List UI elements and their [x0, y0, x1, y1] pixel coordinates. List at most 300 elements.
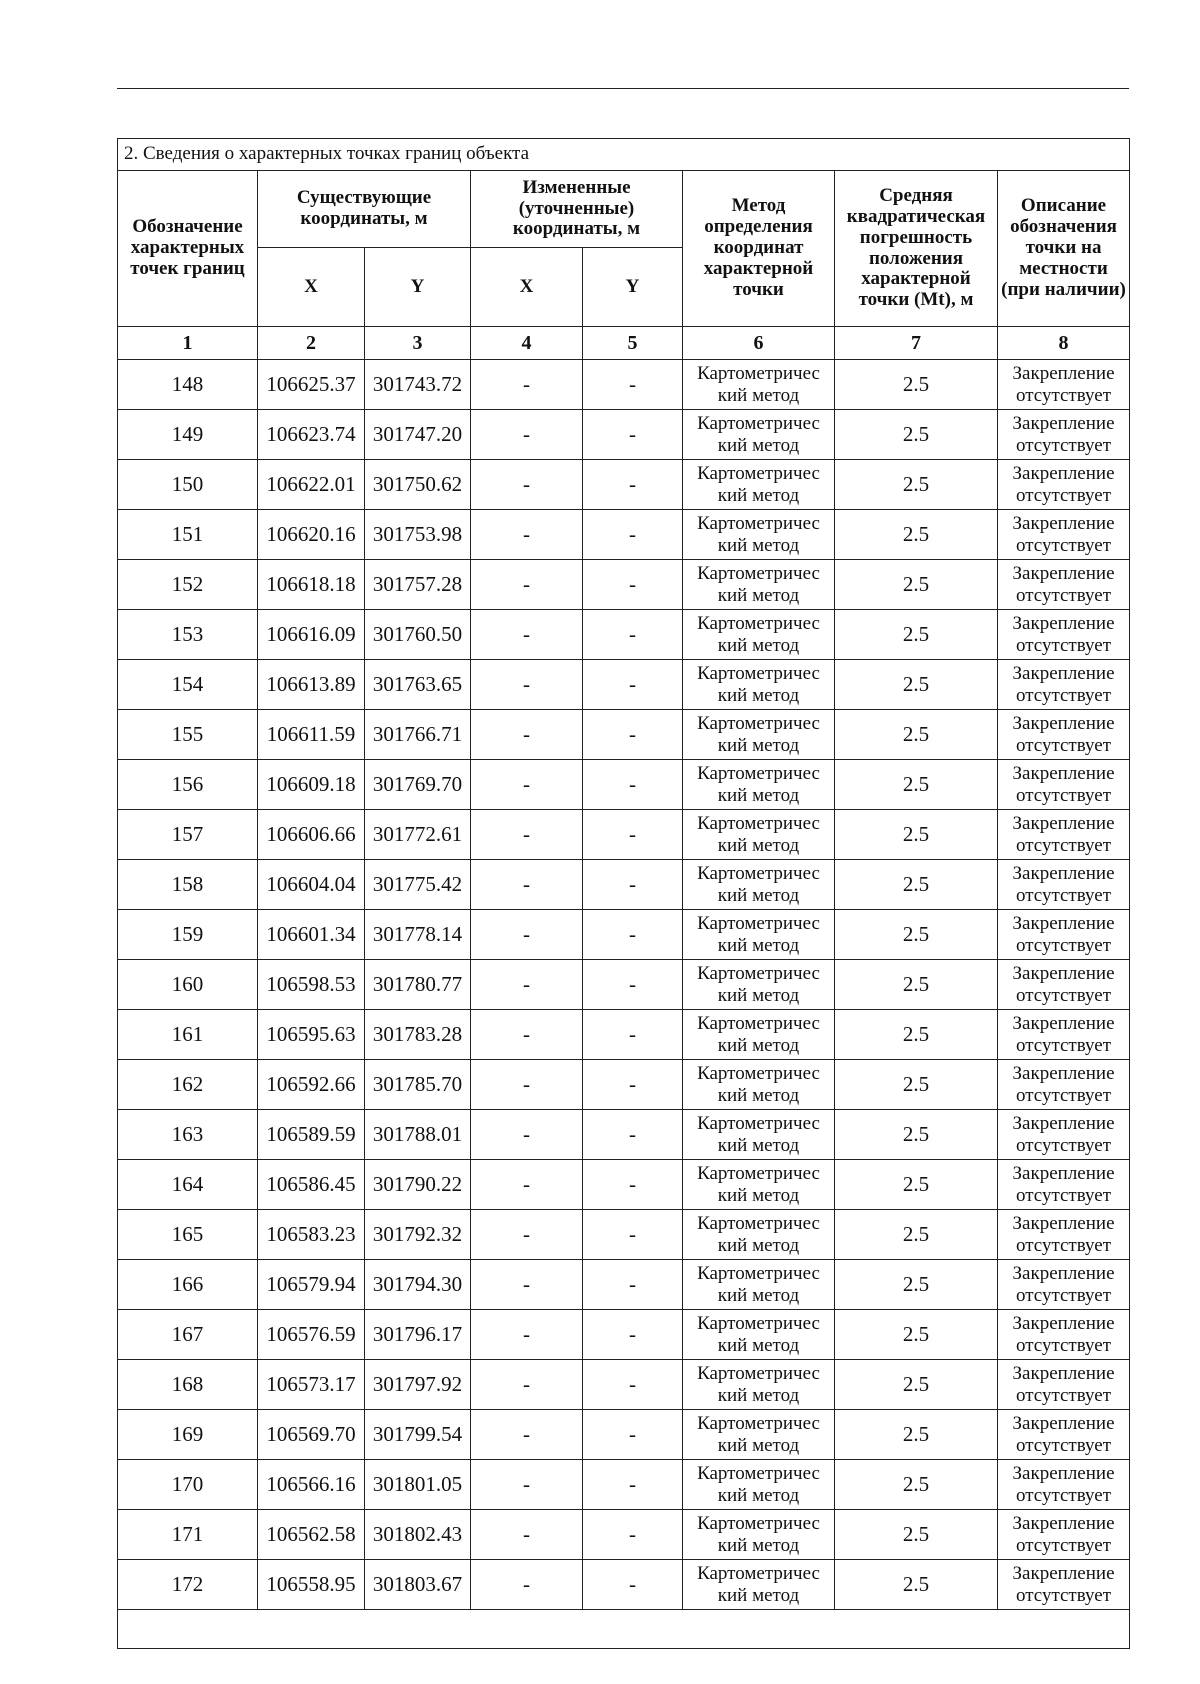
existing-x: 106598.53	[258, 960, 365, 1010]
point-id: 150	[118, 460, 258, 510]
point-id: 157	[118, 810, 258, 860]
description-cell	[998, 1410, 1130, 1460]
existing-x: 106576.59	[258, 1310, 365, 1360]
method-cell	[683, 510, 835, 560]
description-text-line2: отсутствует	[1015, 684, 1112, 706]
table-row	[118, 1360, 1130, 1410]
method-text-line2: кий метод	[717, 584, 800, 606]
description-text-line2: отсутствует	[1015, 584, 1112, 606]
changed-y: -	[583, 360, 683, 410]
description-text-line2: отсутствует	[1015, 434, 1112, 456]
table-row	[118, 760, 1130, 810]
table-caption: 2. Сведения о характерных точках границ объекта	[118, 139, 1130, 171]
changed-x: -	[471, 1010, 583, 1060]
method-text-line1: Картометричес	[697, 862, 820, 884]
existing-y: 301797.92	[365, 1360, 471, 1410]
existing-y: 301750.62	[365, 460, 471, 510]
existing-x: 106595.63	[258, 1010, 365, 1060]
description-text-line1: Закрепление	[1012, 712, 1115, 734]
method-text-line2: кий метод	[717, 634, 800, 656]
description-text-line2: отсутствует	[1015, 1184, 1112, 1206]
existing-y: 301790.22	[365, 1160, 471, 1210]
mean-square-error: 2.5	[835, 1160, 998, 1210]
point-id: 172	[118, 1560, 258, 1610]
description-text-line1: Закрепление	[1012, 1412, 1115, 1434]
existing-x: 106583.23	[258, 1210, 365, 1260]
method-text-line1: Картометричес	[697, 1362, 820, 1384]
table-row	[118, 1110, 1130, 1160]
description-cell	[998, 1110, 1130, 1160]
existing-x: 106573.17	[258, 1360, 365, 1410]
method-text-line1: Картометричес	[697, 612, 820, 634]
description-cell	[998, 1210, 1130, 1260]
existing-y: 301743.72	[365, 360, 471, 410]
description-text-line1: Закрепление	[1012, 562, 1115, 584]
existing-x: 106601.34	[258, 910, 365, 960]
header-existing-y: Y	[365, 248, 471, 327]
method-cell	[683, 960, 835, 1010]
method-text-line2: кий метод	[717, 1384, 800, 1406]
header-existing-x: X	[258, 248, 365, 327]
header-changed-coordinates: Измененные (уточненные) координаты, м	[471, 171, 683, 248]
description-cell	[998, 1160, 1130, 1210]
table-row	[118, 960, 1130, 1010]
existing-y: 301778.14	[365, 910, 471, 960]
changed-y: -	[583, 960, 683, 1010]
method-cell	[683, 860, 835, 910]
mean-square-error: 2.5	[835, 1260, 998, 1310]
point-id: 167	[118, 1310, 258, 1360]
changed-y: -	[583, 1210, 683, 1260]
description-text-line1: Закрепление	[1012, 1062, 1115, 1084]
changed-y: -	[583, 1410, 683, 1460]
existing-y: 301757.28	[365, 560, 471, 610]
description-text-line2: отсутствует	[1015, 1484, 1112, 1506]
point-id: 169	[118, 1410, 258, 1460]
point-id: 154	[118, 660, 258, 710]
table-row	[118, 360, 1130, 410]
description-cell	[998, 1460, 1130, 1510]
description-cell	[998, 910, 1130, 960]
description-cell	[998, 1310, 1130, 1360]
existing-y: 301796.17	[365, 1310, 471, 1360]
description-text-line1: Закрепление	[1012, 1212, 1115, 1234]
method-cell	[683, 810, 835, 860]
description-text-line1: Закрепление	[1012, 862, 1115, 884]
point-id: 163	[118, 1110, 258, 1160]
description-cell	[998, 560, 1130, 610]
header-existing-coordinates: Существующие координаты, м	[258, 171, 471, 248]
table-row	[118, 1160, 1130, 1210]
existing-x: 106604.04	[258, 860, 365, 910]
mean-square-error: 2.5	[835, 860, 998, 910]
description-text-line1: Закрепление	[1012, 462, 1115, 484]
method-text-line2: кий метод	[717, 1034, 800, 1056]
existing-y: 301799.54	[365, 1410, 471, 1460]
method-cell	[683, 410, 835, 460]
table-row	[118, 560, 1130, 610]
description-cell	[998, 710, 1130, 760]
method-text-line1: Картометричес	[697, 662, 820, 684]
changed-x: -	[471, 810, 583, 860]
existing-x: 106558.95	[258, 1560, 365, 1610]
method-text-line2: кий метод	[717, 1284, 800, 1306]
method-text-line1: Картометричес	[697, 462, 820, 484]
column-number: 6	[683, 327, 835, 360]
description-cell	[998, 1360, 1130, 1410]
changed-x: -	[471, 1510, 583, 1560]
header-changed-x: X	[471, 248, 583, 327]
column-number: 1	[118, 327, 258, 360]
description-text-line2: отсутствует	[1015, 834, 1112, 856]
existing-x: 106618.18	[258, 560, 365, 610]
point-id: 159	[118, 910, 258, 960]
method-text-line2: кий метод	[717, 1484, 800, 1506]
changed-x: -	[471, 1110, 583, 1160]
description-text-line1: Закрепление	[1012, 1162, 1115, 1184]
description-text-line1: Закрепление	[1012, 1562, 1115, 1584]
mean-square-error: 2.5	[835, 410, 998, 460]
method-text-line2: кий метод	[717, 1434, 800, 1456]
existing-y: 301785.70	[365, 1060, 471, 1110]
existing-y: 301753.98	[365, 510, 471, 560]
method-cell	[683, 1160, 835, 1210]
method-text-line1: Картометричес	[697, 1162, 820, 1184]
method-text-line1: Картометричес	[697, 962, 820, 984]
changed-y: -	[583, 810, 683, 860]
description-text-line1: Закрепление	[1012, 812, 1115, 834]
method-cell	[683, 460, 835, 510]
header-mean-square-error: Средняя квадратическая погрешность положения характерной точки (Mt), м	[835, 171, 998, 327]
description-text-line2: отсутствует	[1015, 1534, 1112, 1556]
method-text-line1: Картометричес	[697, 1562, 820, 1584]
changed-y: -	[583, 860, 683, 910]
existing-x: 106586.45	[258, 1160, 365, 1210]
changed-x: -	[471, 1460, 583, 1510]
mean-square-error: 2.5	[835, 1310, 998, 1360]
table-row	[118, 1010, 1130, 1060]
method-cell	[683, 1410, 835, 1460]
changed-x: -	[471, 960, 583, 1010]
description-text-line1: Закрепление	[1012, 662, 1115, 684]
changed-y: -	[583, 1510, 683, 1560]
description-text-line1: Закрепление	[1012, 1512, 1115, 1534]
changed-y: -	[583, 910, 683, 960]
existing-y: 301763.65	[365, 660, 471, 710]
description-text-line2: отсутствует	[1015, 484, 1112, 506]
method-text-line1: Картометричес	[697, 762, 820, 784]
changed-y: -	[583, 560, 683, 610]
empty-footer-cell	[118, 1610, 1130, 1649]
existing-y: 301803.67	[365, 1560, 471, 1610]
column-number-row	[118, 327, 1130, 360]
changed-x: -	[471, 760, 583, 810]
changed-x: -	[471, 360, 583, 410]
description-text-line1: Закрепление	[1012, 412, 1115, 434]
method-cell	[683, 560, 835, 610]
description-text-line1: Закрепление	[1012, 1362, 1115, 1384]
method-text-line2: кий метод	[717, 1084, 800, 1106]
changed-y: -	[583, 1360, 683, 1410]
description-text-line1: Закрепление	[1012, 1462, 1115, 1484]
method-text-line2: кий метод	[717, 984, 800, 1006]
existing-y: 301794.30	[365, 1260, 471, 1310]
page-header-rule	[117, 88, 1129, 89]
existing-y: 301788.01	[365, 1110, 471, 1160]
method-text-line1: Картометричес	[697, 512, 820, 534]
mean-square-error: 2.5	[835, 360, 998, 410]
point-id: 149	[118, 410, 258, 460]
point-id: 168	[118, 1360, 258, 1410]
existing-x: 106622.01	[258, 460, 365, 510]
method-text-line2: кий метод	[717, 534, 800, 556]
changed-y: -	[583, 510, 683, 560]
existing-x: 106613.89	[258, 660, 365, 710]
existing-x: 106569.70	[258, 1410, 365, 1460]
changed-y: -	[583, 1460, 683, 1510]
table-row	[118, 1260, 1130, 1310]
description-text-line2: отсутствует	[1015, 384, 1112, 406]
mean-square-error: 2.5	[835, 460, 998, 510]
existing-x: 106616.09	[258, 610, 365, 660]
description-cell	[998, 1260, 1130, 1310]
changed-x: -	[471, 910, 583, 960]
mean-square-error: 2.5	[835, 1210, 998, 1260]
method-cell	[683, 710, 835, 760]
method-cell	[683, 1560, 835, 1610]
existing-y: 301766.71	[365, 710, 471, 760]
method-text-line1: Картометричес	[697, 1062, 820, 1084]
mean-square-error: 2.5	[835, 1560, 998, 1610]
method-text-line1: Картометричес	[697, 412, 820, 434]
point-id: 153	[118, 610, 258, 660]
table-footer-row	[118, 1610, 1130, 1649]
existing-x: 106625.37	[258, 360, 365, 410]
existing-y: 301801.05	[365, 1460, 471, 1510]
changed-y: -	[583, 1560, 683, 1610]
existing-y: 301783.28	[365, 1010, 471, 1060]
changed-y: -	[583, 1160, 683, 1210]
existing-y: 301802.43	[365, 1510, 471, 1560]
existing-y: 301780.77	[365, 960, 471, 1010]
method-cell	[683, 1210, 835, 1260]
method-text-line1: Картометричес	[697, 712, 820, 734]
mean-square-error: 2.5	[835, 1410, 998, 1460]
table-row	[118, 410, 1130, 460]
existing-x: 106579.94	[258, 1260, 365, 1310]
description-text-line1: Закрепление	[1012, 1012, 1115, 1034]
header-method: Метод определения координат характерной точки	[683, 171, 835, 327]
method-cell	[683, 760, 835, 810]
description-text-line1: Закрепление	[1012, 762, 1115, 784]
existing-y: 301769.70	[365, 760, 471, 810]
existing-x: 106562.58	[258, 1510, 365, 1560]
method-text-line1: Картометричес	[697, 362, 820, 384]
changed-x: -	[471, 860, 583, 910]
point-id: 162	[118, 1060, 258, 1110]
mean-square-error: 2.5	[835, 760, 998, 810]
table-row	[118, 460, 1130, 510]
description-text-line1: Закрепление	[1012, 1262, 1115, 1284]
description-text-line2: отсутствует	[1015, 1134, 1112, 1156]
description-cell	[998, 810, 1130, 860]
description-text-line1: Закрепление	[1012, 612, 1115, 634]
method-cell	[683, 1010, 835, 1060]
method-text-line1: Картометричес	[697, 1512, 820, 1534]
method-text-line2: кий метод	[717, 784, 800, 806]
changed-y: -	[583, 660, 683, 710]
description-text-line2: отсутствует	[1015, 1384, 1112, 1406]
changed-y: -	[583, 460, 683, 510]
changed-y: -	[583, 710, 683, 760]
point-id: 155	[118, 710, 258, 760]
table-row	[118, 510, 1130, 560]
description-cell	[998, 360, 1130, 410]
changed-x: -	[471, 1260, 583, 1310]
header-changed-y: Y	[583, 248, 683, 327]
description-text-line2: отсутствует	[1015, 1084, 1112, 1106]
table-row	[118, 710, 1130, 760]
mean-square-error: 2.5	[835, 510, 998, 560]
description-text-line1: Закрепление	[1012, 512, 1115, 534]
method-text-line2: кий метод	[717, 484, 800, 506]
column-number: 2	[258, 327, 365, 360]
method-text-line2: кий метод	[717, 1534, 800, 1556]
description-cell	[998, 860, 1130, 910]
existing-x: 106609.18	[258, 760, 365, 810]
changed-x: -	[471, 1410, 583, 1460]
method-text-line1: Картометричес	[697, 812, 820, 834]
description-cell	[998, 410, 1130, 460]
point-id: 166	[118, 1260, 258, 1310]
existing-x: 106623.74	[258, 410, 365, 460]
existing-x: 106611.59	[258, 710, 365, 760]
mean-square-error: 2.5	[835, 1510, 998, 1560]
description-cell	[998, 510, 1130, 560]
description-text-line1: Закрепление	[1012, 1112, 1115, 1134]
description-text-line1: Закрепление	[1012, 962, 1115, 984]
existing-x: 106606.66	[258, 810, 365, 860]
description-text-line1: Закрепление	[1012, 362, 1115, 384]
description-text-line1: Закрепление	[1012, 912, 1115, 934]
changed-y: -	[583, 1110, 683, 1160]
method-text-line2: кий метод	[717, 834, 800, 856]
method-text-line1: Картометричес	[697, 562, 820, 584]
table-row	[118, 1510, 1130, 1560]
description-text-line2: отсутствует	[1015, 984, 1112, 1006]
changed-x: -	[471, 1360, 583, 1410]
changed-x: -	[471, 1560, 583, 1610]
table-row	[118, 1410, 1130, 1460]
description-text-line2: отсутствует	[1015, 1034, 1112, 1056]
description-text-line2: отсутствует	[1015, 1434, 1112, 1456]
changed-x: -	[471, 610, 583, 660]
mean-square-error: 2.5	[835, 610, 998, 660]
table-row	[118, 1560, 1130, 1610]
boundary-points-table	[117, 138, 1130, 1649]
point-id: 148	[118, 360, 258, 410]
description-text-line2: отсутствует	[1015, 1284, 1112, 1306]
method-cell	[683, 1510, 835, 1560]
method-cell	[683, 1260, 835, 1310]
description-cell	[998, 660, 1130, 710]
point-id: 151	[118, 510, 258, 560]
changed-x: -	[471, 510, 583, 560]
table-row	[118, 1310, 1130, 1360]
method-cell	[683, 1060, 835, 1110]
table-row	[118, 610, 1130, 660]
method-text-line2: кий метод	[717, 1334, 800, 1356]
column-number: 8	[998, 327, 1130, 360]
method-cell	[683, 1310, 835, 1360]
table-row	[118, 1460, 1130, 1510]
existing-y: 301772.61	[365, 810, 471, 860]
point-id: 164	[118, 1160, 258, 1210]
column-number: 4	[471, 327, 583, 360]
method-cell	[683, 1360, 835, 1410]
method-text-line2: кий метод	[717, 684, 800, 706]
mean-square-error: 2.5	[835, 1360, 998, 1410]
method-cell	[683, 910, 835, 960]
table-row	[118, 810, 1130, 860]
header-designation: Обозначение характерных точек границ	[118, 171, 258, 327]
changed-x: -	[471, 1310, 583, 1360]
point-id: 152	[118, 560, 258, 610]
point-id: 158	[118, 860, 258, 910]
point-id: 171	[118, 1510, 258, 1560]
existing-y: 301747.20	[365, 410, 471, 460]
changed-y: -	[583, 760, 683, 810]
column-number: 7	[835, 327, 998, 360]
changed-x: -	[471, 710, 583, 760]
description-text-line2: отсутствует	[1015, 884, 1112, 906]
method-text-line2: кий метод	[717, 734, 800, 756]
method-text-line2: кий метод	[717, 1234, 800, 1256]
mean-square-error: 2.5	[835, 960, 998, 1010]
existing-x: 106589.59	[258, 1110, 365, 1160]
method-text-line1: Картометричес	[697, 912, 820, 934]
header-description: Описание обозначения точки на местности (при наличии)	[998, 171, 1130, 327]
existing-x: 106566.16	[258, 1460, 365, 1510]
point-id: 156	[118, 760, 258, 810]
table-row	[118, 1060, 1130, 1110]
method-text-line1: Картометричес	[697, 1212, 820, 1234]
method-text-line2: кий метод	[717, 934, 800, 956]
description-text-line2: отсутствует	[1015, 1334, 1112, 1356]
mean-square-error: 2.5	[835, 1460, 998, 1510]
method-cell	[683, 660, 835, 710]
existing-x: 106592.66	[258, 1060, 365, 1110]
changed-x: -	[471, 1210, 583, 1260]
mean-square-error: 2.5	[835, 1110, 998, 1160]
method-text-line1: Картометричес	[697, 1262, 820, 1284]
existing-x: 106620.16	[258, 510, 365, 560]
description-cell	[998, 610, 1130, 660]
description-cell	[998, 760, 1130, 810]
method-cell	[683, 1460, 835, 1510]
description-cell	[998, 1510, 1130, 1560]
mean-square-error: 2.5	[835, 660, 998, 710]
description-cell	[998, 1560, 1130, 1610]
changed-x: -	[471, 460, 583, 510]
table-body	[118, 360, 1130, 1610]
changed-x: -	[471, 660, 583, 710]
mean-square-error: 2.5	[835, 810, 998, 860]
method-cell	[683, 360, 835, 410]
changed-x: -	[471, 410, 583, 460]
method-text-line1: Картометричес	[697, 1312, 820, 1334]
changed-y: -	[583, 1310, 683, 1360]
